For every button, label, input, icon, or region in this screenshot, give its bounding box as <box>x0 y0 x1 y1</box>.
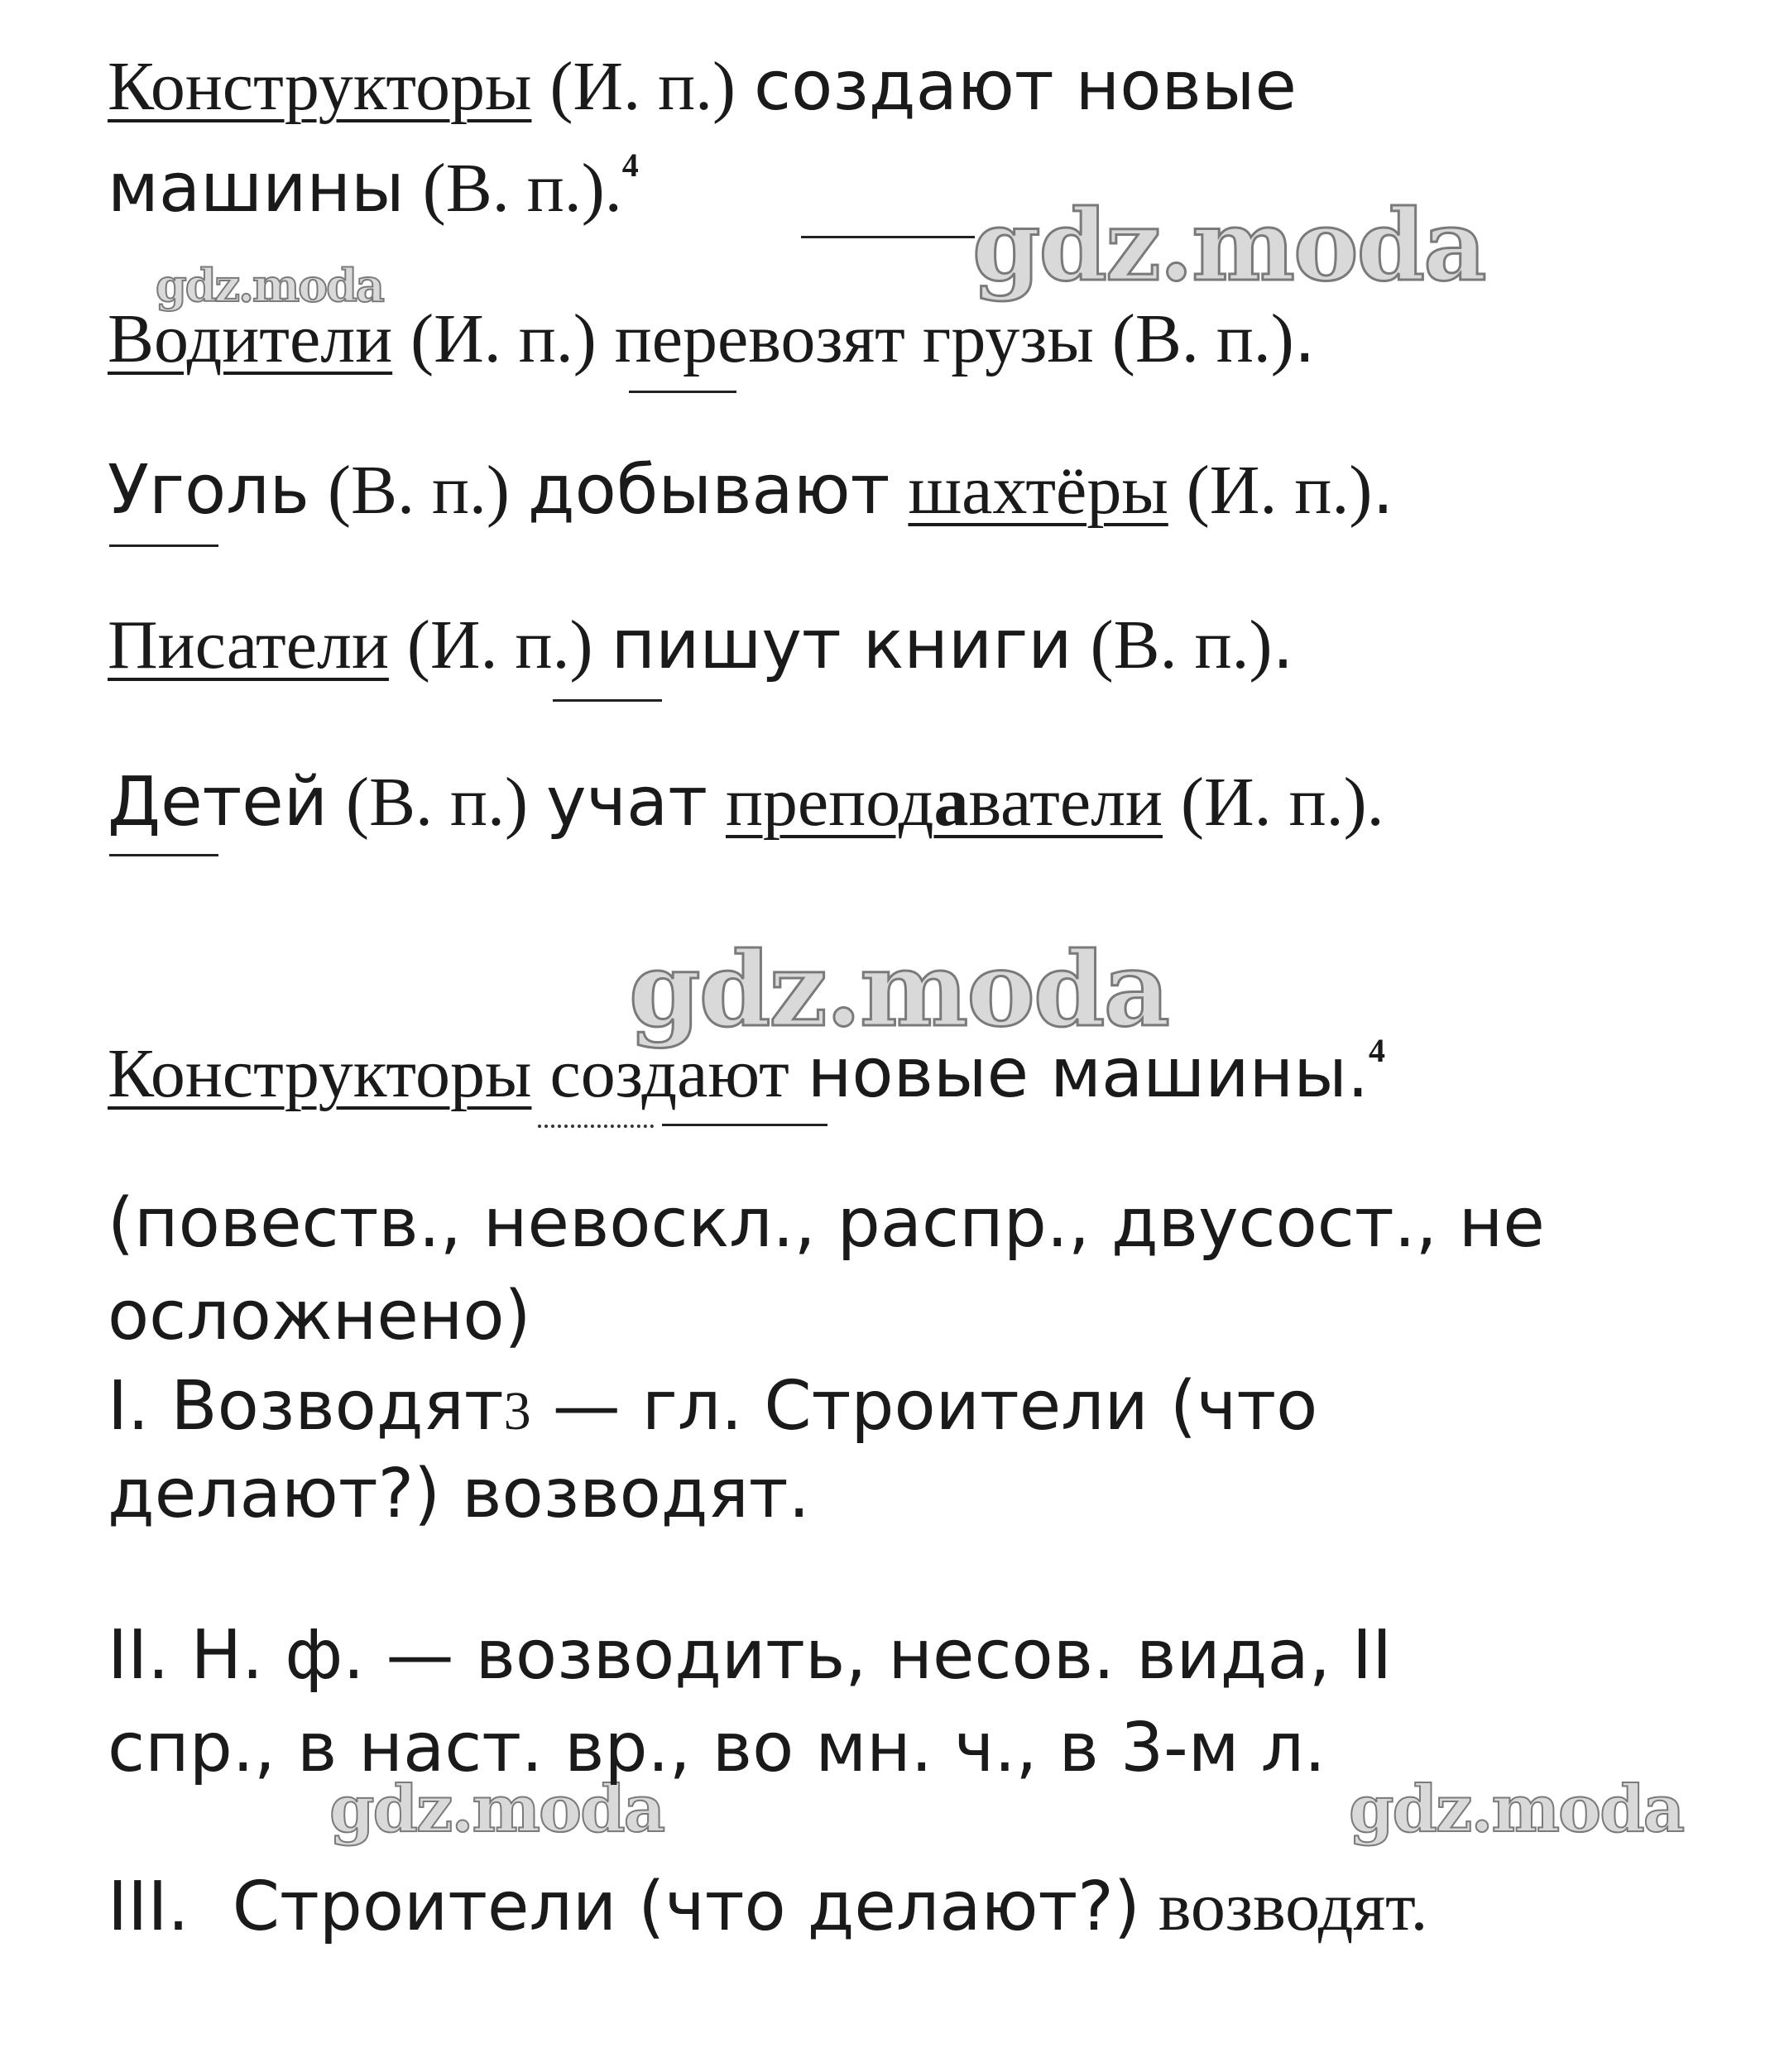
analysis-characteristics-line-1: (повеств., невоскл., распр., двусост., не <box>108 1184 1545 1263</box>
sentence-5-case-accusative: (В. п.) <box>346 764 528 841</box>
sentence-5-object: Детей <box>108 763 329 842</box>
sentence-2-predicate-object: перевозят грузы <box>614 300 1094 377</box>
analysis-footnote: 4 <box>1369 1032 1386 1069</box>
sentence-5-predicate: учат <box>545 763 708 842</box>
sentence-5-subject <box>726 764 1163 841</box>
analysis-point-1-index: 3 <box>503 1381 531 1441</box>
analysis-sentence <box>108 1032 1386 1113</box>
analysis-point-1-text: — гл. Строители (что <box>530 1367 1318 1446</box>
sentence-3-period: . <box>1372 451 1394 530</box>
sentence-4 <box>108 606 1294 684</box>
sentence-5 <box>108 763 1384 842</box>
analysis-predicate: создают <box>549 1035 789 1112</box>
analysis-point-1-line-2: делают?) возводят. <box>108 1455 810 1533</box>
sentence-3 <box>108 451 1394 530</box>
sentence-1-object: машины <box>108 149 405 228</box>
sentence-1-footnote: 4 <box>621 146 639 184</box>
sentence-3-object: Уголь <box>108 451 309 530</box>
sentence-1-predicate-mark <box>801 236 975 238</box>
sentence-2-case-nominative: (И. п.) <box>410 300 597 377</box>
sentence-2-case-accusative: (В. п.) <box>1111 300 1294 377</box>
sentence-3-object-mark <box>109 544 218 547</box>
watermark-bottom-right: gdz.moda <box>1349 1772 1684 1847</box>
sentence-5-stressed-letter: а <box>933 764 969 841</box>
sentence-4-predicate-object: пишут книги <box>611 606 1072 684</box>
watermark-small-top: gdz.moda <box>156 259 383 312</box>
analysis-point-3-text: III. Строители (что делают?) <box>108 1868 1140 1946</box>
sentence-4-case-nominative: (И. п.) <box>406 607 593 683</box>
analysis-point-3 <box>108 1868 1428 1946</box>
analysis-subject: Конструкторы <box>108 1035 532 1112</box>
sentence-1-line-1 <box>108 47 1297 126</box>
analysis-characteristics-line-2: осложнено) <box>108 1277 531 1355</box>
analysis-wavy-mark <box>538 1113 654 1128</box>
sentence-3-subject: шахтёры <box>908 452 1168 529</box>
sentence-4-predicate-mark <box>553 699 662 702</box>
sentence-1-line-2 <box>108 146 639 228</box>
sentence-5-subject-part-2: ватели <box>968 764 1163 841</box>
analysis-predicate-mark <box>662 1124 827 1126</box>
watermark-middle: gdz.moda <box>629 930 1168 1050</box>
sentence-5-object-mark <box>109 854 218 856</box>
sentence-4-case-accusative: (В. п.) <box>1090 607 1273 683</box>
sentence-3-case-nominative: (И. п.) <box>1186 452 1373 529</box>
sentence-4-subject: Писатели <box>108 607 389 683</box>
sentence-5-subject-part-1: препод <box>725 764 934 841</box>
sentence-2-period: . <box>1293 300 1316 378</box>
sentence-2-predicate-mark <box>629 391 736 393</box>
analysis-rest: новые машины. <box>807 1034 1369 1113</box>
analysis-point-2-line-2: спр., в наст. вр., во мн. ч., в 3-м л. <box>108 1709 1326 1787</box>
sentence-3-case-accusative: (В. п.) <box>327 452 510 529</box>
watermark-large-top: gdz.moda <box>972 188 1485 303</box>
sentence-1-subject: Конструкторы <box>108 48 532 125</box>
sentence-4-period: . <box>1272 606 1294 684</box>
sentence-1-predicate: создают новые <box>754 47 1297 126</box>
sentence-2 <box>108 300 1316 378</box>
analysis-point-3-verb: возводят. <box>1158 1868 1428 1945</box>
sentence-5-case-nominative: (И. п.). <box>1181 764 1384 841</box>
analysis-point-1-line-1 <box>108 1367 1318 1446</box>
analysis-point-2-line-1: II. Н. ф. — возводить, несов. вида, II <box>108 1616 1393 1695</box>
sentence-1-case-nominative: (И. п.) <box>549 48 736 125</box>
sentence-3-predicate: добывают <box>527 451 890 530</box>
sentence-2-subject: Водители <box>108 300 393 377</box>
sentence-1-case-accusative: (В. п.). <box>422 150 622 227</box>
analysis-point-1-word: I. Возводят <box>108 1367 504 1446</box>
watermark-bottom-left: gdz.moda <box>329 1772 664 1847</box>
